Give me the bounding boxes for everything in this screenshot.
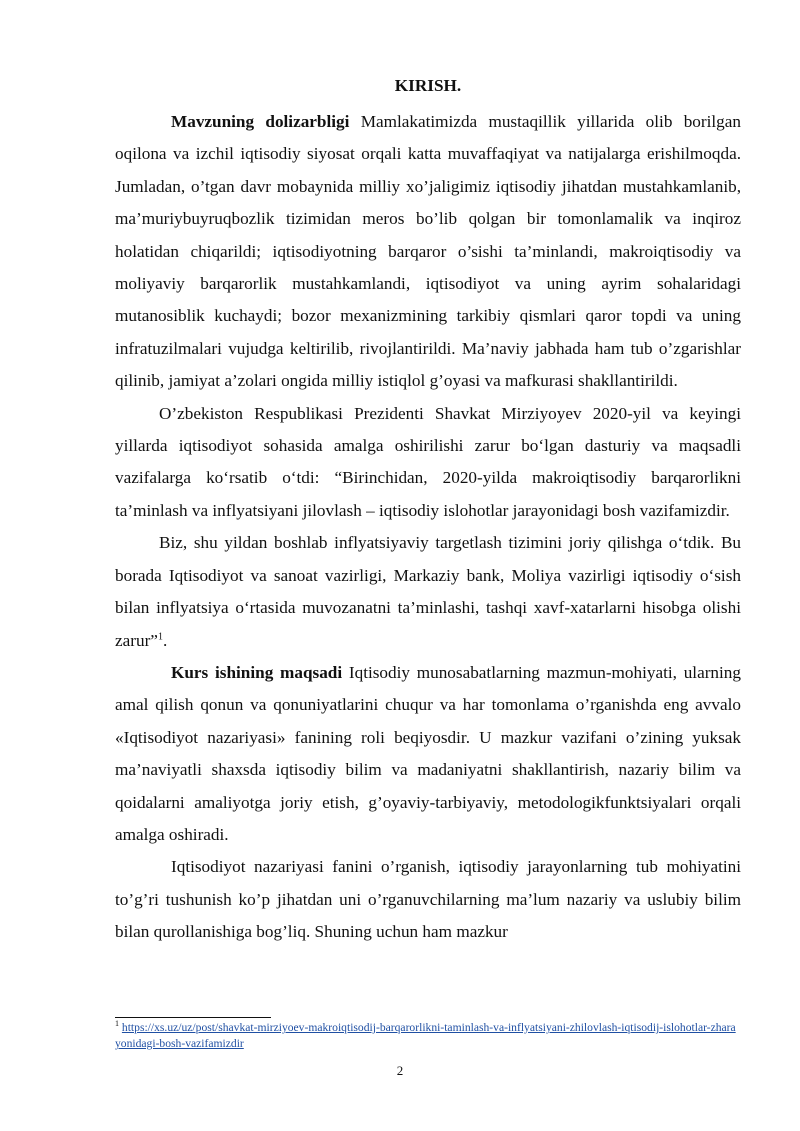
paragraph-goal <box>115 657 741 851</box>
document-body <box>115 70 741 949</box>
paragraph-president: O’zbekiston Respublikasi Prezidenti Shavkat Mirziyoyev 2020-yil va keyingi yillarda iqtisodiyot sohasida amalga oshirilishi zarur bo‘lgan dasturiy va maqsadli vazifalarga ko‘rsatib o‘tdi: “Birinchidan, 2020-yilda makroiqtisodiy barqarorlikni ta’minlash va inflyatsiyani jilovlash – iqtisodiy islohotlar jarayonidagi bosh vazifamizdir. <box>115 403 741 520</box>
footnote <box>115 1020 741 1052</box>
relevance-heading: Mavzuning dolizarbligi <box>171 112 350 131</box>
footnote-reference[interactable]: 1 <box>157 630 163 642</box>
footnote-link[interactable]: https://xs.uz/uz/post/shavkat-mirziyoev-makroiqtisodij-barqarorlikni-taminlash-va-inflyatsiyani-zhilovlash-iqtisodij-islohotlar-zharayonidagi-bosh-vazifamizdir <box>115 1021 736 1050</box>
goal-text: Iqtisodiy munosabatlarning mazmun-mohiyati, ularning amal qilish qonun va qonuniyatlarini chuqur va har tomonlama o’rganishda eng avvalo «Iqtisodiyot nazariyasi» fanining roli beqiyosdir. U mazkur vazifani o’zining yuksak ma’naviyatli shaxsda iqtisodiy bilim va madaniyatni shakllantirish, nazariy bilim va qoidalarni amaliyotga joriy etish, g’oyaviy-tarbiyaviy, metodologikfunktsiyalari orqali amalga oshiradi. <box>115 662 741 844</box>
footnote-mark: 1 <box>115 1019 119 1029</box>
footnote-divider <box>115 1017 271 1018</box>
paragraph-targeting <box>115 527 741 657</box>
goal-heading: Kurs ishining maqsadi <box>171 662 343 682</box>
page-number: 2 <box>396 1063 404 1078</box>
paragraph-theory: Iqtisodiyot nazariyasi fanini o’rganish, iqtisodiy jarayonlarning tub mohiyatini to’g’ri tushunish ko’p jihatdan uni o’rganuvchilarning ma’lum nazariy va uslubiy bilim bilan qurollanishiga bog’liq. Shuning uchun ham mazkur <box>115 857 741 942</box>
relevance-text: Mamlakatimizda mustaqillik yillarida olib borilgan oqilona va izchil iqtisodiy siyosat orqali katta muvaffaqiyat va natijalarga erishilmoqda. Jumladan, o’tgan davr mobaynida milliy xo’jaligimiz iqtisodiy jihatdan mustahkamlanib, ma’muriybuyruqbozlik tizimidan meros bo’lib qolgan bir tomonlamalik va inqiroz holatidan chiqarildi; iqtisodiyotning barqaror o’sishi ta’minlandi, makroiqtisodiy va moliyaviy barqarorlik mustahkamlandi, iqtisodiyot va uning ayrim sohalaridagi mutanosiblik kuchaydi; bozor mexanizmining tarkibiy qismlari qaror topdi va uning infratuzilmalari vujudga keltirilib, rivojlantirildi. Ma’naviy jabhada ham tub o’zgarishlar qilinib, jamiyat a’zolari ongida milliy istiqlol g’oyasi va mafkurasi shakllantirildi. <box>115 112 741 391</box>
section-title: KIRISH. <box>394 76 462 95</box>
paragraph-relevance <box>115 106 741 398</box>
targeting-text: Biz, shu yildan boshlab inflyatsiyaviy targetlash tizimini joriy qilishga o‘tdik. Bu borada Iqtisodiyot va sanoat vazirligi, Markaziy bank, Moliya vazirligi iqtisodiy o‘sish bilan inflyatsiya o‘rtasida muvozanatni ta’minlashi, tashqi xavf-xatarlarni hisobga olishi zarur” <box>115 533 741 650</box>
targeting-end: . <box>162 630 168 650</box>
